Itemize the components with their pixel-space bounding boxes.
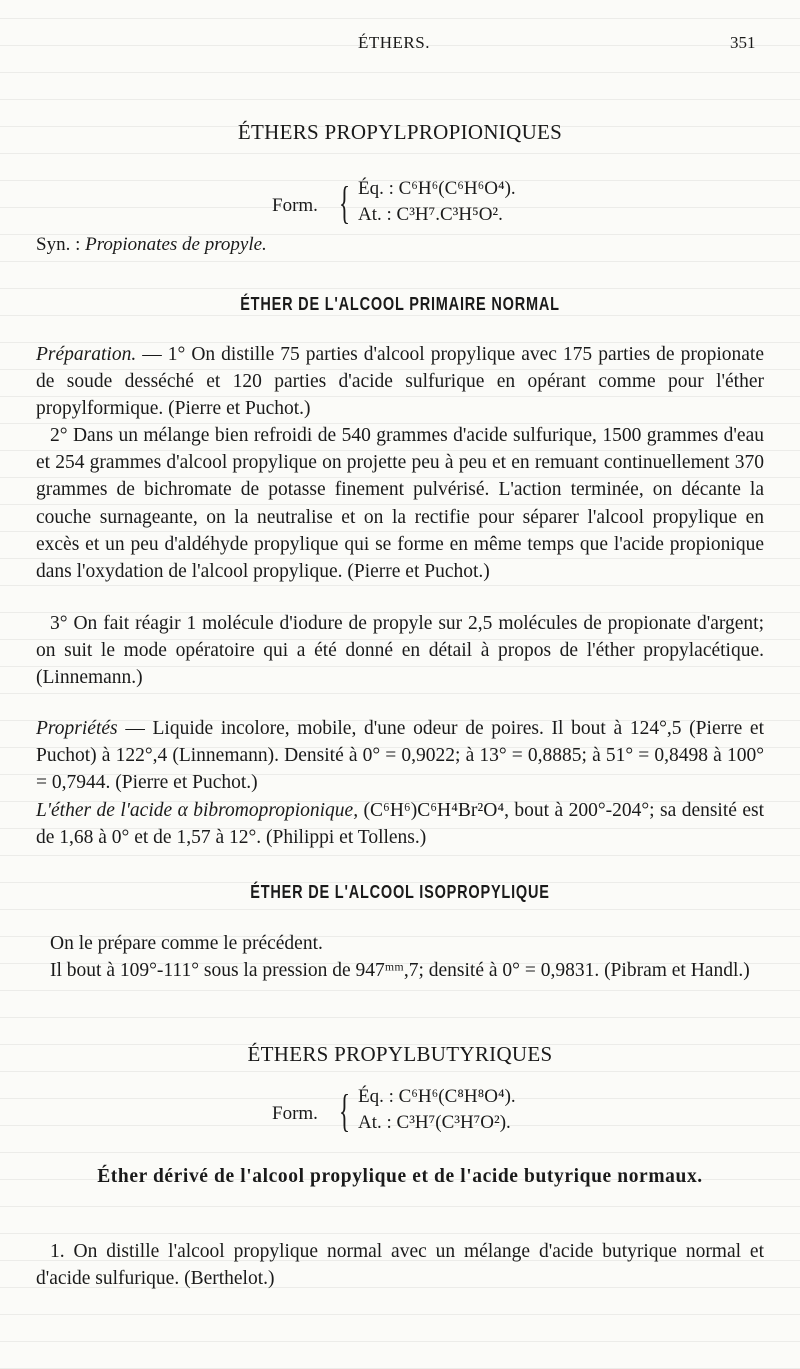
running-header — [0, 30, 800, 60]
dibromo-text: (C⁶H⁶)C⁶H⁴Br²O⁴, bout à 200°-204°; sa densité est de 1,68 à 0° et de 1,57 à 12°. (Philippi et Tollens.) — [36, 800, 765, 849]
formula-atomic: At. : C³H⁷.C³H⁵O². — [358, 204, 503, 225]
preparation-paragraph-2: 2° Dans un mélange bien refroidi de 540 grammes d'acide sulfurique, 1500 grammes d'eau et 254 grammes d'alcool propylique on projette peu à peu et en remuant continuellement 370 grammes de bichromate de potasse finement pulvérisé. L'action terminée, on décante la couche surnageante, on la neutralise et on la rectifie pour séparer l'alcool propylique en excès et un peu d'aldéhyde propylique qui se forme en même temps que l'acide propionique dans l'oxydation de l'alcool propylique. (Pierre et Puchot.) — [36, 425, 764, 583]
formula-equivalent: Éq. : C⁶H⁶(C⁶H⁶O⁴). — [358, 178, 516, 199]
formula-label: Form. — [272, 195, 318, 216]
subsection-title-primaire: ÉTHER DE L'ALCOOL PRIMAIRE NORMAL — [240, 295, 560, 315]
butyrique-paragraph-1: 1. On distille l'alcool propylique normal avec un mélange d'acide butyrique normal et d'acide sulfurique. (Berthelot.) — [36, 1241, 764, 1290]
preparation-paragraph-3: 3° On fait réagir 1 molécule d'iodure de propyle sur 2,5 molécules de propionate d'argent; on suit le mode opératoire qui a été donné en détail à propos de l'éther propylacétique. (Linnemann.) — [36, 613, 764, 689]
brace-icon: { — [339, 177, 351, 228]
section-title-propylpropioniques: ÉTHERS PROPYLPROPIONIQUES — [237, 120, 563, 144]
preparation-text-1: — 1° On distille 75 parties d'alcool propylique avec 175 parties de propionate de soude desséché et 120 parties d'acide sulfurique en opérant comme pour l'éther propylformique. (Pierre et Puchot.) — [36, 344, 764, 420]
isopropyl-line-2: Il bout à 109°-111° sous la pression de 947ᵐᵐ,7; densité à 0° = 0,9831. (Pibram et Handl.) — [50, 960, 750, 981]
running-title: ÉTHERS. — [358, 33, 430, 52]
properties-paragraph — [36, 715, 764, 797]
preparation-label: Préparation. — [36, 344, 137, 365]
subsection-title-butyrique: Éther dérivé de l'alcool propylique et de l'acide butyrique normaux. — [97, 1166, 703, 1187]
section-title-propylbutyriques: ÉTHERS PROPYLBUTYRIQUES — [247, 1042, 553, 1066]
subsection-title-isopropylique: ÉTHER DE L'ALCOOL ISOPROPYLIQUE — [250, 883, 550, 903]
brace-icon: { — [339, 1085, 351, 1136]
preparation-paragraph-1 — [36, 341, 764, 423]
page-number: 351 — [730, 33, 756, 52]
formula-equivalent-2: Éq. : C⁶H⁶(C⁸H⁸O⁴). — [358, 1086, 516, 1107]
properties-label: Propriétés — [36, 718, 118, 739]
dibromo-paragraph — [36, 797, 764, 851]
formula-atomic-2: At. : C³H⁷(C³H⁷O²). — [358, 1112, 511, 1133]
synonym-label: Syn. : — [36, 234, 81, 255]
synonym-value: Propionates de propyle. — [85, 234, 267, 255]
formula-label-2: Form. — [272, 1103, 318, 1124]
isopropyl-line-1: On le prépare comme le précédent. — [50, 933, 323, 954]
dibromo-label: L'éther de l'acide α bibromopropionique, — [36, 800, 359, 821]
synonym-line — [36, 234, 267, 256]
properties-text: — Liquide incolore, mobile, d'une odeur de poires. Il bout à 124°,5 (Pierre et Puchot) à 122°,4 (Linnemann). Densité à 0° = 0,9022; à 13° = 0,8885; à 51° = 0,8498 à 100° = 0,7944. (Pierre et Puchot.) — [36, 718, 764, 794]
